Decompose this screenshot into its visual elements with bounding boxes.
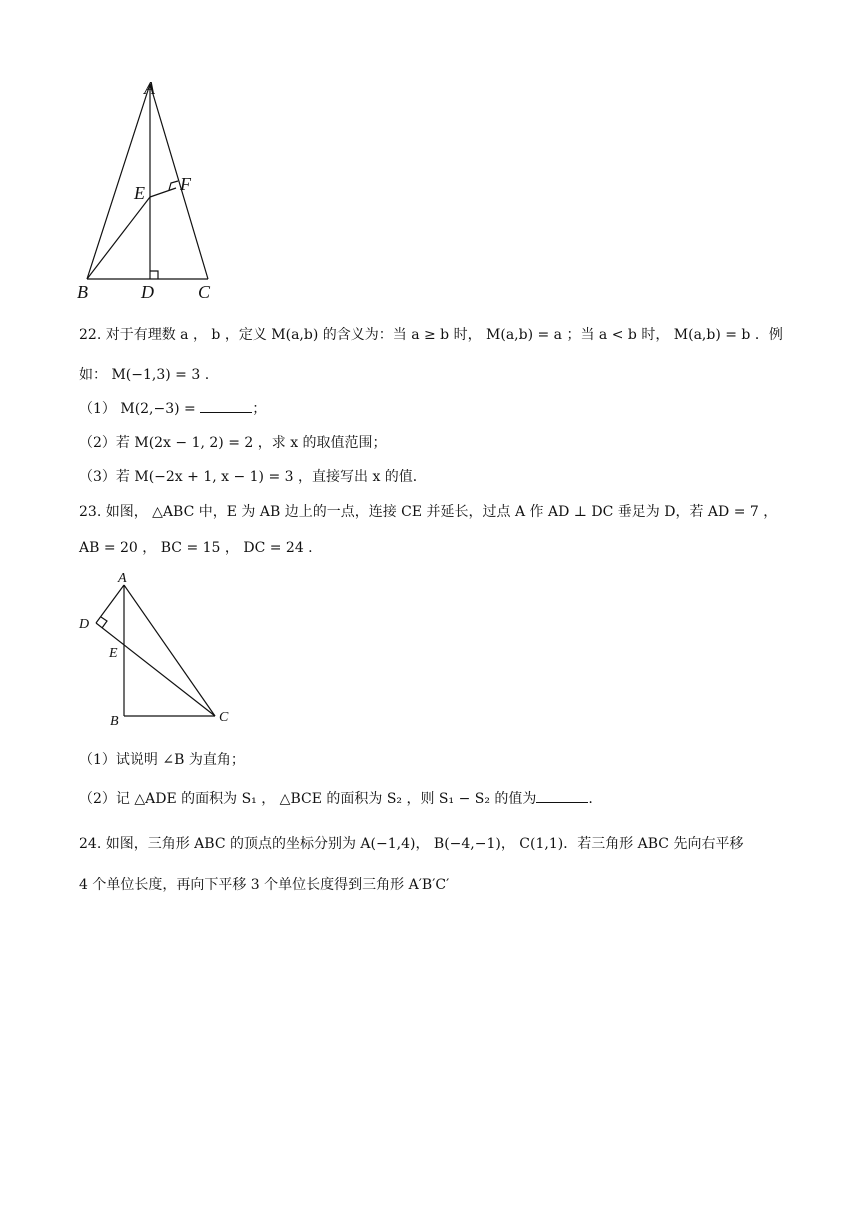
q22-part-2: （2）若 M(2x − 1, 2) = 2 ，求 x 的取值范围； bbox=[79, 435, 387, 451]
q22-part-1-suffix: ； bbox=[252, 401, 267, 417]
segment-ef bbox=[150, 188, 176, 197]
label-c: C bbox=[198, 282, 211, 302]
q22-line-1: 22. 对于有理数 a ， b ，定义 M(a,b) 的含义为：当 a ≥ b 时， M(a,b) = a ；当 a < b 时， M(a,b) = b ．例 bbox=[79, 327, 783, 343]
label-e: E bbox=[134, 183, 145, 203]
q23-line-2: AB = 20 ， BC = 15 ， DC = 24 . bbox=[79, 540, 313, 556]
label-e: E bbox=[109, 646, 118, 661]
segment-dc bbox=[96, 623, 215, 716]
q23-part-2-text: （2）记 △ADE 的面积为 S₁ ， △BCE 的面积为 S₂ ，则 S₁ − S₂ 的值为 bbox=[79, 791, 537, 807]
q23-part-2 bbox=[79, 787, 593, 811]
q24-line-1: 24. 如图，三角形 ABC 的顶点的坐标分别为 A(−1,4)， B(−4,−1)， C(1,1)．若三角形 ABC 先向右平移 bbox=[79, 836, 744, 852]
segment-ac bbox=[124, 585, 215, 716]
label-a: A bbox=[118, 571, 127, 586]
label-b: B bbox=[110, 714, 119, 729]
label-d: D bbox=[141, 282, 154, 302]
q22-part-1 bbox=[79, 397, 266, 421]
answer-blank-2[interactable] bbox=[536, 788, 588, 803]
label-d: D bbox=[79, 617, 90, 632]
q22-part-3: （3）若 M(−2x + 1, x − 1) = 3 ，直接写出 x 的值． bbox=[79, 469, 427, 485]
q23-part-2-suffix: . bbox=[588, 791, 593, 807]
segment-ab bbox=[87, 84, 150, 279]
segment-ad bbox=[96, 585, 124, 623]
right-angle-mark-d bbox=[101, 617, 107, 628]
segment-ac bbox=[150, 84, 208, 279]
segment-be bbox=[87, 197, 150, 279]
q24-line-2: 4 个单位长度，再向下平移 3 个单位长度得到三角形 A′B′C′ bbox=[79, 877, 450, 893]
label-c: C bbox=[219, 710, 229, 725]
q23-part-1: （1）试说明 ∠B 为直角； bbox=[79, 752, 245, 768]
q22-line-2: 如： M(−1,3) = 3 . bbox=[79, 367, 210, 383]
label-b: B bbox=[77, 282, 88, 302]
answer-blank-1[interactable] bbox=[200, 398, 252, 413]
right-angle-mark-d bbox=[150, 271, 158, 279]
q23-line-1: 23. 如图， △ABC 中，E 为 AB 边上的一点，连接 CE 并延长，过点 A 作 AD ⊥ DC 垂足为 D，若 AD = 7 ， bbox=[79, 504, 778, 520]
triangle-figure-1 bbox=[70, 72, 230, 307]
label-f: F bbox=[180, 174, 191, 194]
q22-part-1-text: （1） M(2,−3) = bbox=[79, 401, 201, 417]
triangle-figure-2 bbox=[70, 565, 240, 735]
label-a: A bbox=[144, 78, 155, 98]
